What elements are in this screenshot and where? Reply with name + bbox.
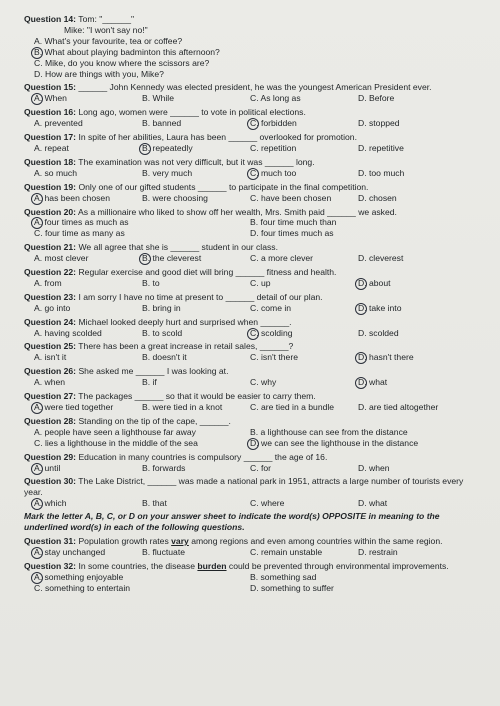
option-b[interactable]: B. repeatedly <box>142 143 250 154</box>
question-stem: As a millionaire who liked to show off her wealth, Mrs. Smith paid ______ we asked. <box>77 206 397 217</box>
option-d[interactable]: D. something to suffer <box>250 582 334 593</box>
underlined-word: vary <box>171 535 189 546</box>
option-a[interactable]: A. until <box>34 463 142 474</box>
section-instruction: Mark the letter A, B, C, or D on your answer sheet to indicate the word(s) OPPOSITE in meaning to the underlined word(s) in each of the following questions. <box>24 511 440 533</box>
option-b[interactable]: B. very much <box>142 167 193 178</box>
option-d[interactable]: D. four times much as <box>250 228 334 239</box>
option-b[interactable]: B. four time much than <box>250 217 337 228</box>
option-c[interactable]: C. repetition <box>250 142 297 153</box>
question-stem: Standing on the tip of the cape, ______. <box>78 415 231 426</box>
question-stem: The Lake District, ______ was made a national park in 1951, attracts a large number of tourists every year. <box>24 476 464 498</box>
option-c[interactable]: C. why <box>250 377 277 388</box>
question-stem: In spite of her abilities, Laura has been ______ overlooked for promotion. <box>78 132 357 143</box>
question-number: Question 18: <box>24 156 77 167</box>
option-b[interactable]: B. banned <box>142 118 182 129</box>
option-b[interactable]: B. a lighthouse can see from the distance <box>250 426 408 437</box>
option-b[interactable]: B. were choosing <box>142 192 208 203</box>
question-14 <box>24 14 480 79</box>
option-c[interactable]: C. remain unstable <box>250 546 323 557</box>
option-a[interactable]: A. having scolded <box>34 327 102 338</box>
option-c[interactable]: C. for <box>250 462 272 473</box>
option-b[interactable]: B. to <box>142 277 160 288</box>
option-b[interactable]: B. were tied in a knot <box>142 402 223 412</box>
option-d[interactable]: D. stopped <box>358 118 400 129</box>
option-a[interactable]: A. go into <box>34 302 71 313</box>
option-c[interactable]: C. where <box>250 498 285 509</box>
option-c[interactable]: C. forbidden <box>250 118 358 129</box>
option-d[interactable]: D. we can see the lighthouse in the distance <box>250 438 466 449</box>
question-number: Question 25: <box>24 341 77 352</box>
option-c[interactable]: C. come in <box>250 302 292 313</box>
option-d[interactable]: D. restrain <box>358 546 398 557</box>
question-31: Question 31: Population growth rates vary among regions and even among countries within the same region. A. stay unchanged B. fluctuate C. remain unstable D. restrain <box>24 536 480 558</box>
question-stem: ______ John Kennedy was elected president, he was the youngest American President ever. <box>78 82 432 93</box>
option-d[interactable]: D. Before <box>358 93 395 104</box>
option-d[interactable]: D. scolded <box>358 327 399 338</box>
option-b[interactable]: B. that <box>142 498 167 509</box>
option-d[interactable]: D. what <box>358 498 388 509</box>
question-26 <box>24 366 480 388</box>
question-number: Question 23: <box>24 291 77 302</box>
question-number: Question 31: <box>24 535 77 546</box>
option-c[interactable]: C. have been chosen <box>250 192 332 203</box>
option-a[interactable]: A. isn't it <box>34 352 67 363</box>
question-stem: Only one of our gifted students ______ to participate in the final competition. <box>78 181 369 192</box>
option-a[interactable]: A. What's your favourite, tea or coffee? <box>34 35 183 46</box>
option-a[interactable]: A. prevented <box>34 118 83 129</box>
option-b[interactable]: B. bring in <box>142 302 181 313</box>
question-number: Question 19: <box>24 181 77 192</box>
question-32: Question 32: In some countries, the disease burden could be prevented through environmental improvements. A. something enjoyable B. something sad C. something to entertain D. something to suffer <box>24 561 480 594</box>
question-number: Question 27: <box>24 391 77 402</box>
question-30 <box>24 476 480 509</box>
question-stem: There has been a great increase in retail sales, ______? <box>78 341 294 352</box>
question-number: Question 28: <box>24 415 77 426</box>
option-c[interactable]: C. isn't there <box>250 352 298 363</box>
question-number: Question 30: <box>24 476 77 487</box>
option-b[interactable]: B. forwards <box>142 462 186 473</box>
option-b[interactable]: B. doesn't it <box>142 352 187 363</box>
question-20 <box>24 207 480 240</box>
question-stem: Long ago, women were ______ to vote in political elections. <box>78 107 306 118</box>
question-stem: Regular exercise and good diet will bring ______ fitness and health. <box>78 267 337 278</box>
option-b[interactable]: B. if <box>142 377 157 388</box>
question-23 <box>24 292 480 314</box>
question-number: Question 32: <box>24 560 77 571</box>
question-24 <box>24 317 480 339</box>
option-b[interactable]: B. While <box>142 93 174 104</box>
option-d[interactable]: D. about <box>358 278 466 289</box>
question-number: Question 29: <box>24 451 77 462</box>
question-stem: The packages ______ so that it would be easier to carry them. <box>78 391 316 402</box>
dialogue-line: Mike: "I won't say no!" <box>64 24 148 35</box>
question-25 <box>24 341 480 363</box>
question-number: Question 24: <box>24 316 77 327</box>
option-a[interactable]: A. something enjoyable <box>34 572 250 583</box>
option-d[interactable]: D. what <box>358 377 466 388</box>
option-c[interactable]: C. up <box>250 277 271 288</box>
question-number: Question 21: <box>24 242 77 253</box>
option-c[interactable]: C. Mike, do you know where the scissors are? <box>34 57 210 68</box>
option-a[interactable]: A. from <box>34 277 62 288</box>
question-21 <box>24 242 480 264</box>
option-c[interactable]: C. something to entertain <box>34 582 131 593</box>
option-a[interactable]: A. so much <box>34 167 77 178</box>
question-stem: We all agree that she is ______ student in our class. <box>78 242 278 253</box>
question-number: Question 16: <box>24 107 77 118</box>
question-27 <box>24 391 480 413</box>
underlined-word: burden <box>197 560 227 571</box>
question-number: Question 22: <box>24 267 77 278</box>
option-b[interactable]: B. the cleverest <box>142 253 250 264</box>
option-d[interactable]: D. cleverest <box>358 253 404 264</box>
option-c[interactable]: C. are tied in a bundle <box>250 402 335 412</box>
question-28 <box>24 416 480 449</box>
question-22 <box>24 267 480 289</box>
option-d[interactable]: D. when <box>358 462 390 473</box>
question-stem: I am sorry I have no time at present to ______ detail of our plan. <box>78 291 323 302</box>
question-number: Question 20: <box>24 206 77 217</box>
option-a[interactable]: A. most clever <box>34 253 89 264</box>
question-stem: Tom: "______" <box>78 14 135 24</box>
option-b[interactable]: B. fluctuate <box>142 546 185 557</box>
question-number: Question 17: <box>24 132 77 143</box>
option-a[interactable]: A. which <box>34 498 142 509</box>
option-c[interactable]: C. scolding <box>250 328 358 339</box>
option-a[interactable]: A. repeat <box>34 142 69 153</box>
question-number: Question 15: <box>24 82 77 93</box>
option-d[interactable]: D. take into <box>358 303 466 314</box>
question-15 <box>24 82 480 104</box>
option-d[interactable]: D. repetitive <box>358 142 404 153</box>
option-c[interactable]: C. four time as many as <box>34 228 125 239</box>
option-c[interactable]: C. a more clever <box>250 253 314 264</box>
question-stem: The examination was not very difficult, but it was ______ long. <box>78 156 315 167</box>
question-29 <box>24 452 480 474</box>
question-18 <box>24 157 480 179</box>
option-a[interactable]: A. people have seen a lighthouse far away <box>34 426 196 437</box>
question-17 <box>24 132 480 154</box>
question-stem: Education in many countries is compulsory ______ the age of 16. <box>78 451 328 462</box>
option-d[interactable]: D. hasn't there <box>358 352 466 363</box>
question-number: Question 26: <box>24 366 77 377</box>
option-a[interactable]: A. has been chosen <box>34 193 142 204</box>
option-a[interactable]: A. when <box>34 377 66 388</box>
question-stem: She asked me ______ I was looking at. <box>78 366 229 377</box>
option-b[interactable]: B. What about playing badminton this afternoon? <box>34 47 480 58</box>
question-list <box>24 14 480 509</box>
question-stem: Michael looked deeply hurt and surprised when ______. <box>78 316 292 327</box>
option-b[interactable]: B. something sad <box>250 571 317 582</box>
option-d[interactable]: D. are tied altogether <box>358 402 439 412</box>
option-a[interactable]: A. were tied together <box>34 402 142 413</box>
option-a[interactable]: A. stay unchanged <box>34 547 142 558</box>
question-19 <box>24 182 480 204</box>
option-b[interactable]: B. to scold <box>142 327 183 338</box>
option-d[interactable]: D. chosen <box>358 192 397 203</box>
question-number: Question 14: <box>24 14 77 24</box>
option-c[interactable]: C. As long as <box>250 93 301 104</box>
option-d[interactable]: D. too much <box>358 167 405 178</box>
question-16 <box>24 107 480 129</box>
option-d[interactable]: D. How are things with you, Mike? <box>34 68 164 79</box>
option-c[interactable]: C. much too <box>250 168 358 179</box>
option-a[interactable]: A. When <box>34 93 142 104</box>
option-a[interactable]: A. four times as much as <box>34 217 250 228</box>
option-c[interactable]: C. lies a lighthouse in the middle of the sea <box>34 437 198 448</box>
